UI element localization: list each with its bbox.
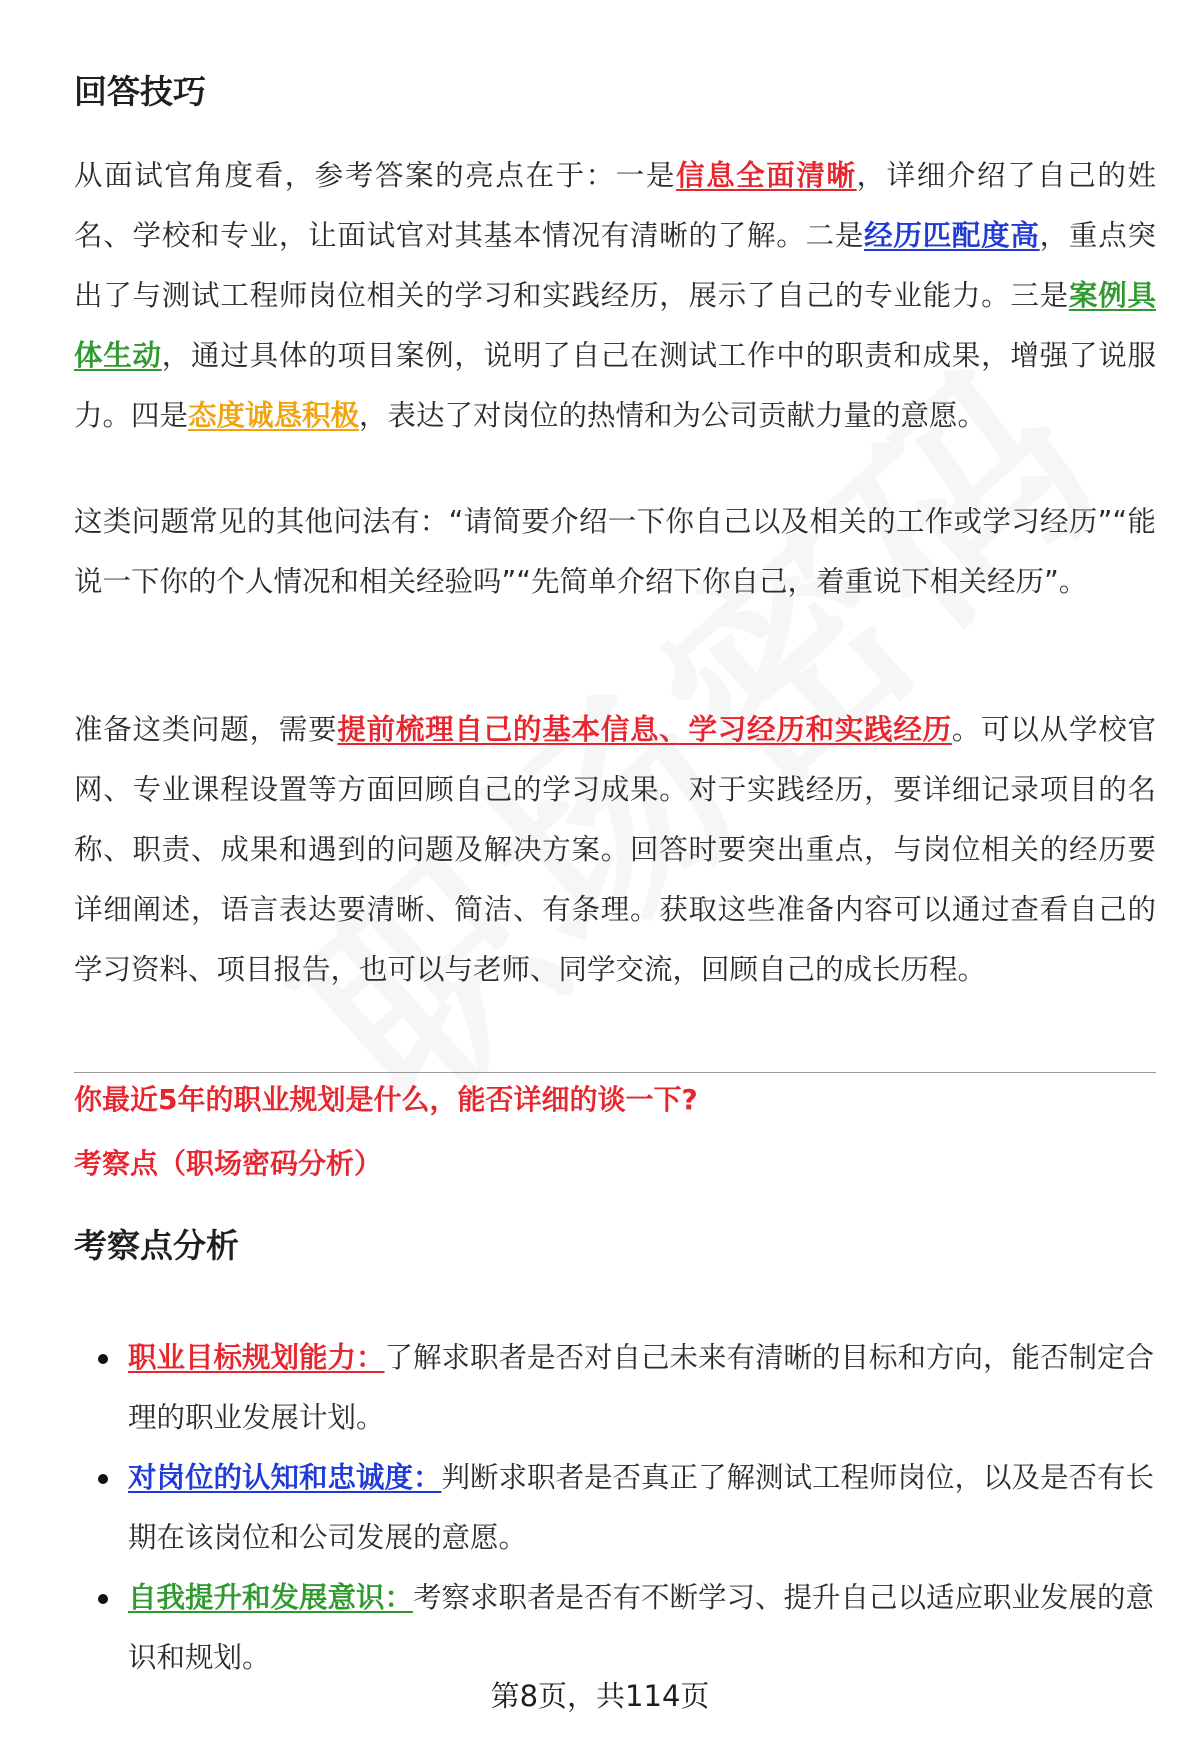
assessment-point-title: 考察点（职场密码分析）: [74, 1147, 383, 1180]
highlight-attitude: 态度诚恳积极: [188, 399, 360, 432]
bullet-icon: [98, 1354, 108, 1364]
para-text: 从面试官角度看，参考答案的亮点在于：一是: [74, 159, 676, 192]
item-text: 考察求职者是否有不断学习、提升自己以适应职业发展的意识和规划。: [128, 1581, 1155, 1674]
bullet-icon: [98, 1474, 108, 1484]
analysis-list: [74, 1328, 1156, 1688]
item-label: 职业目标规划能力：: [128, 1341, 385, 1374]
highlight-prepare: 提前梳理自己的基本信息、学习经历和实践经历: [337, 713, 952, 746]
bullet-icon: [98, 1594, 108, 1604]
highlight-case-vivid: 案例具体生动: [74, 279, 1156, 372]
para-text: ，通过具体的项目案例，说明了自己在测试工作中的职责和成果，增强了说服力。四是: [74, 339, 1156, 432]
paragraph-preparation: [74, 700, 1156, 1000]
paragraph-alternative-questions: 这类问题常见的其他问法有：“请简要介绍一下你自己以及相关的工作或学习经历”“能说一下你的个人情况和相关经验吗”“先简单介绍下你自己，着重说下相关经历”。: [74, 505, 1156, 598]
section-divider: [74, 1072, 1156, 1073]
item-label: 自我提升和发展意识：: [128, 1581, 414, 1614]
para-text: ，详细介绍了自己的姓名、学校和专业，让面试官对其基本情况有清晰的了解。二是: [74, 159, 1156, 252]
list-item: [74, 1328, 1156, 1448]
item-text: 判断求职者是否真正了解测试工程师岗位，以及是否有长期在该岗位和公司发展的意愿。: [128, 1461, 1155, 1554]
item-text: 了解求职者是否对自己未来有清晰的目标和方向，能否制定合理的职业发展计划。: [128, 1341, 1155, 1434]
heading-answer-tips: 回答技巧: [74, 72, 206, 111]
list-item: [74, 1568, 1156, 1688]
para-text: ，表达了对岗位的热情和为公司贡献力量的意愿。: [359, 399, 987, 432]
interview-question: 你最近5年的职业规划是什么，能否详细的谈一下?: [74, 1083, 698, 1116]
list-item: [74, 1448, 1156, 1568]
para-text: 。可以从学校官网、专业课程设置等方面回顾自己的学习成果。对于实践经历，要详细记录项目的名称、职责、成果和遇到的问题及解决方案。回答时要突出重点，与岗位相关的经历要详细阐述，语言表达要清晰、简洁、有条理。获取这些准备内容可以通过查看自己的学习资料、项目报告，也可以与老师、同学交流，回顾自己的成长历程。: [74, 713, 1156, 986]
para-text: 准备这类问题，需要: [74, 713, 338, 746]
highlight-info-clear: 信息全面清晰: [675, 159, 857, 192]
item-label: 对岗位的认知和忠诚度：: [128, 1461, 442, 1494]
paragraph-highlights: [74, 146, 1156, 446]
page-number: 第8页，共114页: [490, 1679, 710, 1713]
heading-point-analysis: 考察点分析: [74, 1226, 239, 1265]
highlight-experience-match: 经历匹配度高: [864, 219, 1040, 252]
para-text: ，重点突出了与测试工程师岗位相关的学习和实践经历，展示了自己的专业能力。三是: [74, 219, 1156, 312]
